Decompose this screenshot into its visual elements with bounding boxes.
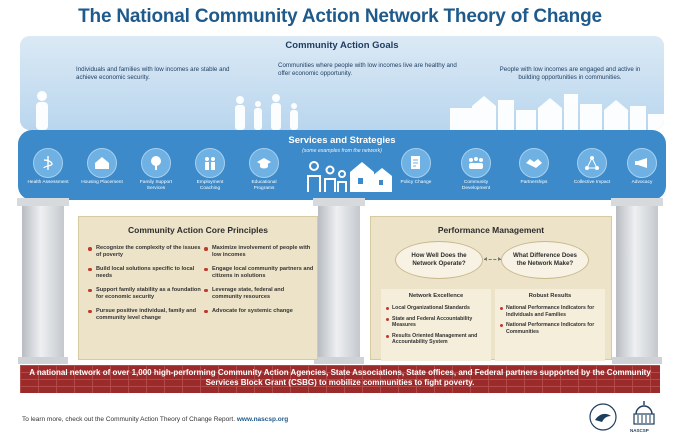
network-excellence-list [385,305,489,350]
house-icon [87,148,117,178]
network-icon [577,148,607,178]
service-label: Family Support Services [139,180,173,191]
service-partnerships [512,148,556,186]
principle-item: Advocate for systemic change [203,308,315,315]
service-label: Collective Impact [573,180,611,185]
service-label: Partnerships [520,180,548,185]
banner-text: A national network of over 1,000 high-performing Community Action Agencies, State Associations, State offices, and Federal partners supported by the Community Services Block Grant (CSBG) to mobilize communities to fight poverty. [29,368,651,388]
service-community-development [454,148,498,191]
graduation-cap-icon [249,148,279,178]
services-subheader: (some examples from the network) [302,148,382,154]
indicator-item: National Performance Indicators for Individuals and Families [499,305,603,318]
robust-results-list [499,305,603,339]
double-arrow-connector [484,259,501,260]
service-label: Advocacy [631,180,653,185]
services-band [18,130,666,200]
family-houses-illustration [300,152,400,200]
service-housing-placement [80,148,124,186]
robust-results-header: Robust Results [528,293,572,299]
measure-item: Results Oriented Management and Accountability System [385,333,489,346]
performance-header: Performance Management [437,225,545,235]
goal-engagement: People with low incomes are engaged and active in building opportunities in communities. [499,66,641,82]
principles-list-left [87,245,203,329]
principles-list-right [203,245,315,322]
service-educational-programs [242,148,286,191]
principle-item: Support family stability as a foundation for economic security [87,287,203,301]
question-network-operate: How Well Does the Network Operate? [395,241,483,279]
principle-item: Build local solutions specific to local needs [87,266,203,280]
hhs-eagle-logo [588,402,618,432]
service-label: Employment Coaching [196,180,224,191]
services-header: Services and Strategies [288,135,396,146]
network-excellence-header: Network Excellence [408,293,464,299]
performance-management-panel [370,216,612,360]
people-icon [195,148,225,178]
service-employment-coaching [188,148,232,191]
service-collective-impact [570,148,614,186]
megaphone-icon [627,148,657,178]
document-pen-icon [401,148,431,178]
service-label: Policy Change [400,180,432,185]
goal-individuals: Individuals and families with low incomes are stable and achieve economic security. [76,66,230,82]
handshake-icon [519,148,549,178]
footer-link[interactable]: www.nascsp.org [236,416,289,423]
footer-text: To learn more, check out the Community Action Theory of Change Report. [22,416,236,423]
group-icon [461,148,491,178]
principle-item: Engage local community partners and citizens in solutions [203,266,315,280]
goals-band [20,36,664,130]
service-policy-change [394,148,438,186]
measure-item: Local Organizational Standards [385,305,489,312]
community-skyline-illustration [20,86,664,130]
pillar-center [318,198,360,364]
question-difference: What Difference Does the Network Make? [501,241,589,279]
nascsp-capitol-logo [626,398,662,428]
network-foundation-banner [20,365,660,393]
nascsp-logo-text: NASCSP [630,428,649,433]
measure-item: State and Federal Accountability Measures [385,316,489,329]
service-label: Health Assessment [27,180,69,185]
goals-header: Community Action Goals [285,40,399,51]
principle-item: Pursue positive individual, family and community level change [87,308,203,322]
service-label: Educational Programs [251,180,277,191]
principle-item: Leverage state, federal and community resources [203,287,315,301]
core-principles-header: Community Action Core Principles [128,225,268,235]
pillar-left [22,198,64,364]
service-health-assessment [26,148,70,186]
caduceus-icon [33,148,63,178]
page-title: The National Community Action Network Theory of Change [78,6,602,27]
service-label: Housing Placement [81,180,123,185]
footer [22,416,288,423]
pillar-right [616,198,658,364]
service-family-support [134,148,178,191]
core-principles-panel [78,216,318,360]
robust-results-box [495,289,605,361]
indicator-item: National Performance Indicators for Communities [499,322,603,335]
service-advocacy [620,148,664,186]
principle-item: Recognize the complexity of the issues of poverty [87,245,203,259]
tree-icon [141,148,171,178]
principle-item: Maximize involvement of people with low incomes [203,245,315,259]
service-label: Community Development [461,180,491,191]
goal-communities: Communities where people with low incomes live are healthy and offer economic opportunity. [278,62,457,78]
network-excellence-box [381,289,491,361]
